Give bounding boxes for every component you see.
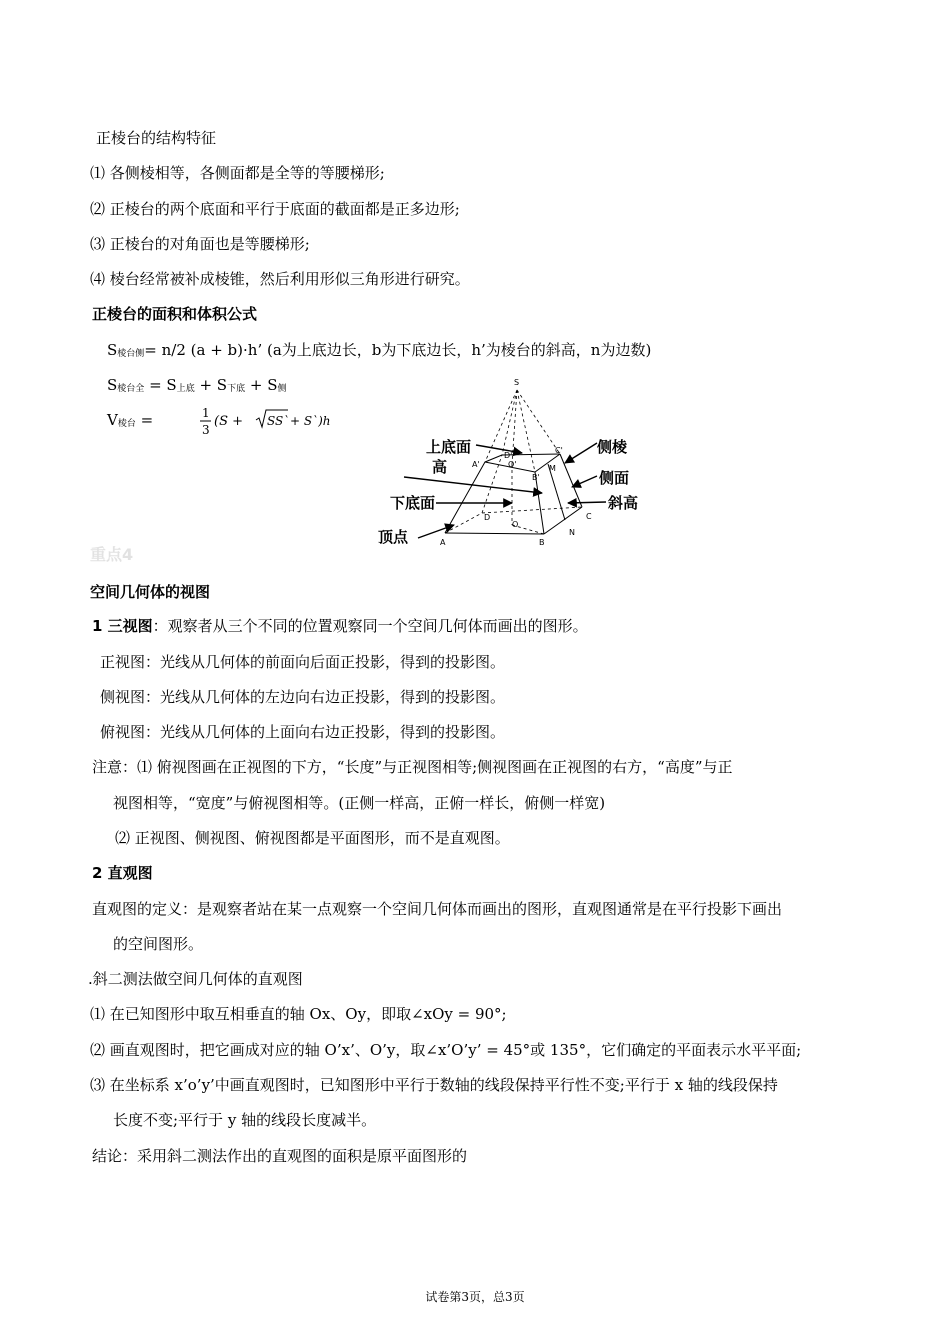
- page-footer: 试卷第3页，总3页: [425, 1290, 525, 1304]
- note-text: ⑵ 正视图、侧视图、俯视图都是平面图形，而不是直观图。: [115, 829, 510, 847]
- conclusion-text: 结论：采用斜二测法作出的直观图的面积是原平面图形的: [92, 1147, 468, 1165]
- formula-total-area: [107, 375, 287, 398]
- label-bottom-face: 下底面: [390, 494, 436, 512]
- point-label: A: [440, 538, 446, 547]
- three-views-line: [92, 616, 588, 636]
- front-view-text: 正视图：光线从几何体的前面向后面正投影，得到的投影图。: [100, 653, 506, 671]
- formula-subscript: 下底: [227, 384, 246, 394]
- list-item: 长度不变;平行于 y 轴的线段长度减半。: [113, 1111, 377, 1129]
- point-label: D: [484, 513, 491, 522]
- list-item: ⑷ 棱台经常被补成棱锥，然后利用形似三角形进行研究。: [90, 270, 470, 288]
- formula-symbol: V: [107, 411, 118, 429]
- formula-part: =: [135, 411, 154, 429]
- formula-body: = n/2 (a + b)·h’ (a为上底边长，b为下底边长，h’为棱台的斜高，n为边数): [144, 341, 652, 359]
- formula-volume-label: [107, 410, 153, 433]
- frustum-diagram: [372, 375, 672, 550]
- point-label: O: [512, 520, 519, 529]
- fraction-denominator: 3: [202, 423, 210, 437]
- point-label: B': [532, 473, 540, 482]
- label-slant-height: 斜高: [608, 494, 639, 512]
- label-height: 高: [432, 458, 448, 476]
- section-title-views: 空间几何体的视图: [90, 583, 211, 601]
- point-label: D': [504, 451, 513, 460]
- expr-part: + S`)h: [290, 414, 331, 428]
- point-label: A': [472, 460, 480, 469]
- top-view-text: 俯视图：光线从几何体的上面向右边正投影，得到的投影图。: [100, 723, 506, 741]
- point-label: C': [555, 446, 563, 455]
- method-title: .斜二测法做空间几何体的直观图: [88, 970, 303, 988]
- list-item: ⑶ 正棱台的对角面也是等腰梯形;: [90, 235, 310, 253]
- point-label: N: [569, 528, 575, 537]
- formula-subscript: 棱台: [117, 419, 136, 429]
- formula-subscript: 棱台侧: [117, 349, 145, 359]
- formula-symbol: S: [107, 341, 118, 359]
- point-label: C: [586, 512, 592, 521]
- definition-text: 的空间图形。: [113, 935, 204, 953]
- point-label: O': [508, 460, 517, 469]
- formula-part: = S: [144, 376, 177, 394]
- list-item: ⑵ 正棱台的两个底面和平行于底面的截面都是正多边形;: [90, 200, 460, 218]
- label-lateral-face: 侧面: [599, 469, 630, 487]
- formula-subscript: 侧: [277, 384, 287, 394]
- volume-formula-math: [198, 402, 338, 440]
- definition-text: 直观图的定义：是观察者站在某一点观察一个空间几何体而画出的图形，直观图通常是在平行投影下画出: [92, 900, 783, 918]
- subsection-heading-intuitive: 2 直观图: [92, 864, 153, 882]
- point-label: M: [549, 464, 556, 473]
- section-title-formulas: 正棱台的面积和体积公式: [92, 305, 258, 323]
- list-item: ⑶ 在坐标系 x’o’y’中画直观图时，已知图形中平行于数轴的线段保持平行性不变;平行于 x 轴的线段保持: [90, 1076, 778, 1094]
- list-item: ⑴ 各侧棱相等，各侧面都是全等的等腰梯形;: [90, 164, 385, 182]
- expr-part: (S +: [214, 414, 244, 429]
- list-item: ⑵ 画直观图时，把它画成对应的轴 O’x’、O’y，取∠x’O’y’ = 45°或 135°，它们确定的平面表示水平平面;: [90, 1041, 802, 1059]
- subsection-heading: 1 三视图: [92, 617, 153, 635]
- label-vertex: 顶点: [378, 528, 409, 546]
- fraction-numerator: 1: [202, 406, 210, 420]
- sqrt-content: SS`: [267, 414, 290, 428]
- formula-part: + S: [245, 376, 278, 394]
- point-label: B: [539, 538, 545, 547]
- note-text: 视图相等，“宽度”与俯视图相等。(正侧一样高，正俯一样长，俯侧一样宽): [113, 794, 606, 812]
- formula-subscript: 上底: [176, 384, 195, 394]
- watermark-heading: 重点4: [90, 545, 134, 564]
- formula-subscript: 棱台全: [117, 384, 145, 394]
- label-top-face: 上底面: [426, 438, 472, 456]
- note-text: 注意：⑴ 俯视图画在正视图的下方，“长度”与正视图相等;侧视图画在正视图的右方，“高度”与正: [92, 758, 733, 776]
- formula-symbol: S: [107, 376, 118, 394]
- point-label-s: S: [514, 378, 520, 387]
- formula-part: + S: [194, 376, 228, 394]
- formula-lateral-area: [107, 340, 651, 363]
- side-view-text: 侧视图：光线从几何体的左边向右边正投影，得到的投影图。: [100, 688, 506, 706]
- label-lateral-edge: 侧棱: [597, 438, 628, 456]
- section-title-structure: 正棱台的结构特征: [96, 129, 217, 147]
- list-item: ⑴ 在已知图形中取互相垂直的轴 Ox、Oy，即取∠xOy = 90°;: [90, 1005, 507, 1023]
- paragraph-text: ：观察者从三个不同的位置观察同一个空间几何体而画出的图形。: [152, 617, 588, 635]
